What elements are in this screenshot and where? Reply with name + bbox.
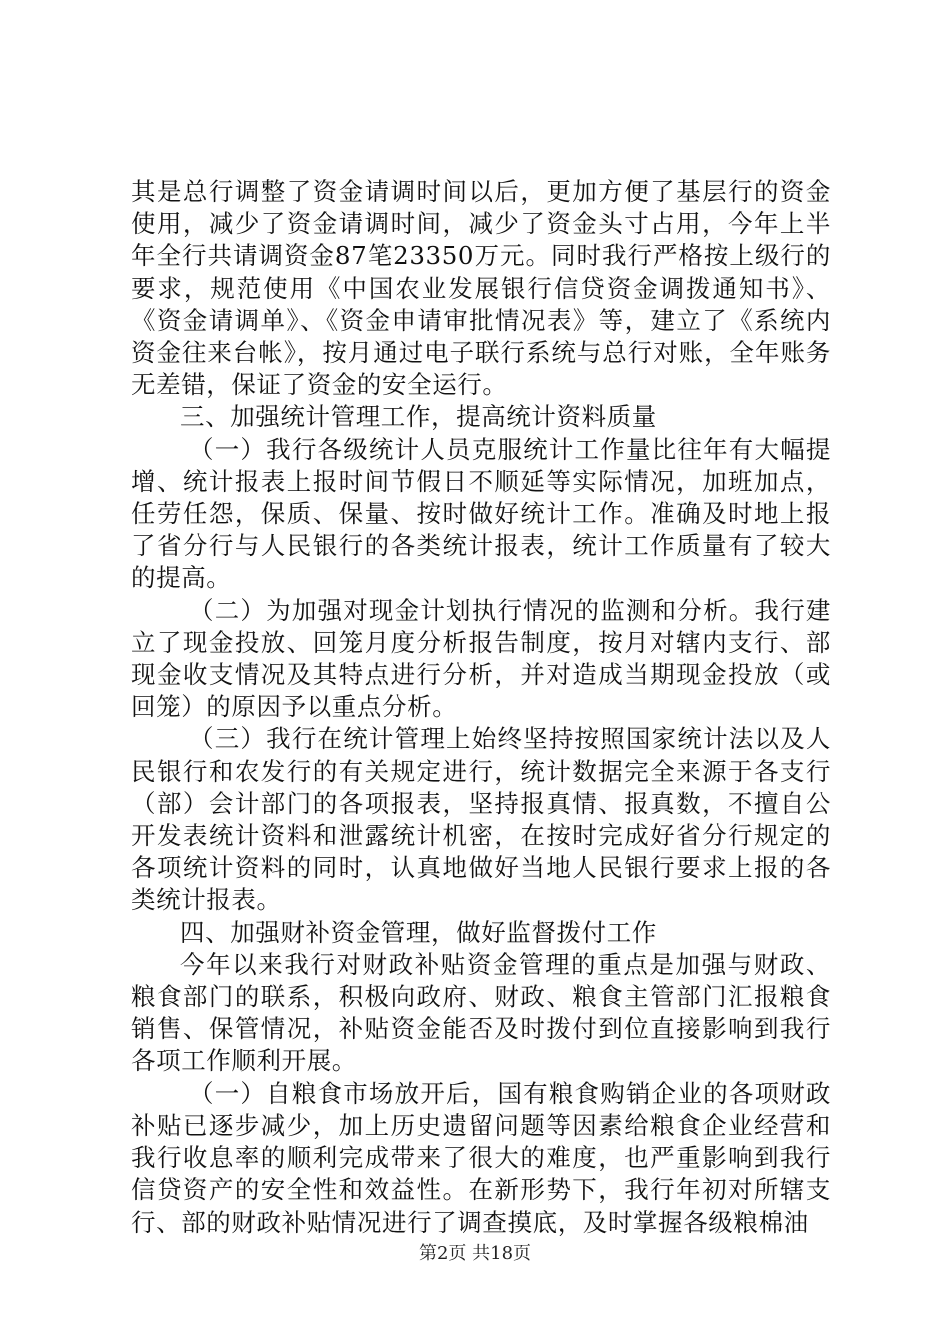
paragraph-continued: 其是总行调整了资金请调时间以后，更加方便了基层行的资金使用，减少了资金请调时间，减少了资金头寸占用，今年上半年全行共请调资金87笔23350万元。同时我行严格按上级行的要求，规范使用《中国农业发展银行信贷资金调拨通知书》、《资金请调单》、《资金申请审批情况表》等，建立了《系统内资金往来台帐》，按月通过电子联行系统与总行对账，全年账务无差错，保证了资金的安全运行。 xyxy=(131,177,831,400)
section-heading-3: 三、加强统计管理工作，提高统计资料质量 xyxy=(180,402,657,432)
paragraph-stats-3: （三）我行在统计管理上始终坚持按照国家统计法以及人民银行和农发行的有关规定进行，统计数据完全来源于各支行（部）会计部门的各项报表，坚持报真情、报真数，不擅自公开发表统计资料和泄露统计机密，在按时完成好省分行规定的各项统计资料的同时，认真地做好当地人民银行要求上报的各类统计报表。 xyxy=(131,724,831,915)
paragraph-stats-1: （一）我行各级统计人员克服统计工作量比往年有大幅提增、统计报表上报时间节假日不顺延等实际情况，加班加点，任劳任怨，保质、保量、按时做好统计工作。准确及时地上报了省分行与人民银行的各类统计报表，统计工作质量有了较大的提高。 xyxy=(131,434,831,593)
paragraph-subsidy-intro: 今年以来我行对财政补贴资金管理的重点是加强与财政、粮食部门的联系，积极向政府、财政、粮食主管部门汇报粮食销售、保管情况，补贴资金能否及时拨付到位直接影响到我行各项工作顺利开展。 xyxy=(131,949,831,1076)
page-number-footer: 第2页 共18页 xyxy=(418,1243,532,1264)
paragraph-subsidy-1: （一）自粮食市场放开后，国有粮食购销企业的各项财政补贴已逐步减少，加上历史遗留问题等因素给粮食企业经营和我行收息率的顺利完成带来了很大的难度，也严重影响到我行信贷资产的安全性和效益性。在新形势下，我行年初对所辖支行、部的财政补贴情况进行了调查摸底，及时掌握各级粮棉油 xyxy=(131,1078,831,1237)
paragraph-stats-2: （二）为加强对现金计划执行情况的监测和分析。我行建立了现金投放、回笼月度分析报告制度，按月对辖内支行、部现金收支情况及其特点进行分析，并对造成当期现金投放（或回笼）的原因予以重点分析。 xyxy=(131,595,831,722)
section-heading-4: 四、加强财补资金管理，做好监督拨付工作 xyxy=(180,917,657,947)
document-body xyxy=(131,176,831,1239)
